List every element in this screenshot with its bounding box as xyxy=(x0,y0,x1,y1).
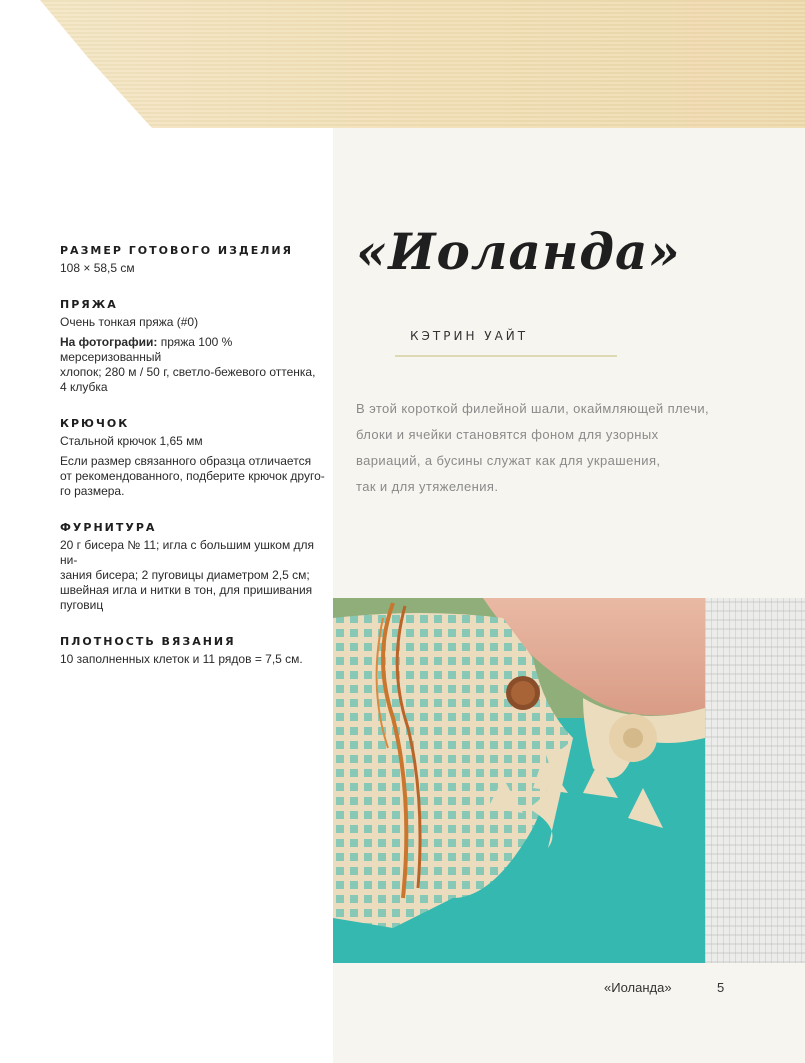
header-banner xyxy=(0,0,805,128)
spec-gauge-value: 10 заполненных клеток и 11 рядов = 7,5 см. xyxy=(60,652,303,666)
spec-yarn-photo-label: На фотографии: xyxy=(60,335,158,349)
spec-notions-line-3: швейная игла и нитки в тон, для пришивания xyxy=(60,583,313,597)
pattern-title: «Иоланда» xyxy=(356,222,681,281)
spec-hook-note-3: го размера. xyxy=(60,484,125,498)
spec-hook-note xyxy=(60,454,330,499)
intro-line-2: блоки и ячейки становятся фоном для узорных xyxy=(356,427,659,442)
spec-yarn xyxy=(60,298,330,395)
spec-size-heading: РАЗМЕР ГОТОВОГО ИЗДЕЛИЯ xyxy=(60,244,294,257)
spec-hook-heading: КРЮЧОК xyxy=(60,417,130,430)
spec-notions xyxy=(60,521,330,613)
spec-size xyxy=(60,244,330,276)
intro-text xyxy=(356,396,736,500)
spec-yarn-photo-text-3: 4 клубка xyxy=(60,380,108,394)
spec-yarn-photo xyxy=(60,335,330,395)
spec-hook-note-1: Если размер связанного образца отличается xyxy=(60,454,312,468)
spec-notions-text xyxy=(60,538,330,613)
lace-shawl-photo xyxy=(333,598,705,963)
spec-notions-line-1: 20 г бисера № 11; игла с большим ушком для ни- xyxy=(60,538,315,567)
specs-column xyxy=(60,244,330,689)
spec-gauge-heading: ПЛОТНОСТЬ ВЯЗАНИЯ xyxy=(60,635,236,648)
spec-yarn-photo-text-1: пряжа 100 % мерсеризованный xyxy=(60,335,233,364)
page-number: 5 xyxy=(717,980,725,995)
footer-title: «Иоланда» xyxy=(604,980,672,995)
author-name: КЭТРИН УАЙТ xyxy=(410,329,529,343)
spec-notions-line-2: зания бисера; 2 пуговицы диаметром 2,5 см; xyxy=(60,568,310,582)
spec-hook-value: Стальной крючок 1,65 мм xyxy=(60,434,203,448)
spec-gauge xyxy=(60,635,330,667)
spec-notions-heading: ФУРНИТУРА xyxy=(60,521,157,534)
intro-line-4: так и для утяжеления. xyxy=(356,479,499,494)
fabric-texture xyxy=(705,598,805,963)
spec-size-value: 108 × 58,5 см xyxy=(60,261,135,275)
spec-hook-note-2: от рекомендованного, подберите крючок друго- xyxy=(60,469,325,483)
spec-hook xyxy=(60,417,330,499)
spec-yarn-photo-text-2: хлопок; 280 м / 50 г, светло-бежевого оттенка, xyxy=(60,365,316,379)
spec-notions-line-4: пуговиц xyxy=(60,598,104,612)
spec-yarn-value: Очень тонкая пряжа (#0) xyxy=(60,315,199,329)
intro-line-1: В этой короткой филейной шали, окаймляющей плечи, xyxy=(356,401,710,416)
intro-line-3: вариаций, а бусины служат как для украшения, xyxy=(356,453,661,468)
spec-yarn-heading: ПРЯЖА xyxy=(60,298,118,311)
author-underline xyxy=(395,355,617,357)
